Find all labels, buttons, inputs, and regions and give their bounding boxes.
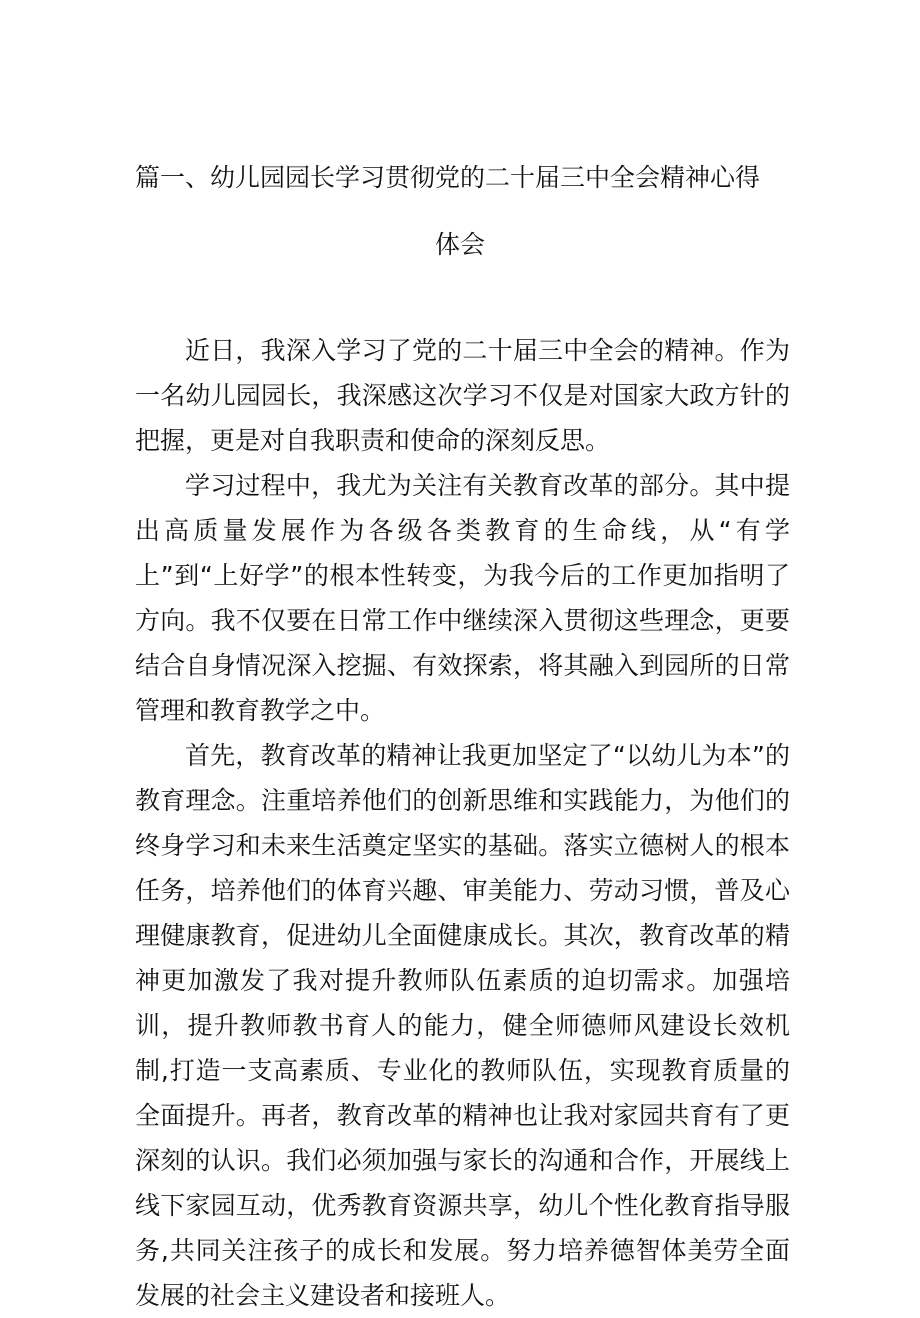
- paragraph-1: 近日，我深入学习了党的二十届三中全会的精神。作为一名幼儿园园长，我深感这次学习不仅是对国家大政方针的把握，更是对自我职责和使命的深刻反思。: [135, 336, 790, 455]
- document-body: [135, 328, 790, 1318]
- paragraph-2: 学习过程中，我尤为关注有关教育改革的部分。其中提出高质量发展作为各级各类教育的生命线，从“有学上”到“上好学”的根本性转变，为我今后的工作更加指明了方向。我不仅要在日常工作中继续深入贯彻这些理念，更要结合自身情况深入挖掘、有效探索，将其融入到园所的日常管理和教育教学之中。: [135, 471, 790, 725]
- document-title-line-1: 篇一、幼儿园园长学习贯彻党的二十届三中全会精神心得: [135, 163, 761, 192]
- paragraph-3: 首先，教育改革的精神让我更加坚定了“以幼儿为本”的教育理念。注重培养他们的创新思维和实践能力，为他们的终身学习和未来生活奠定坚实的基础。落实立德树人的根本任务，培养他们的体育兴趣、审美能力、劳动习惯，普及心理健康教育，促进幼儿全面健康成长。其次，教育改革的精神更加激发了我对提升教师队伍素质的迫切需求。加强培训，提升教师教书育人的能力，健全师德师风建设长效机制,打造一支高素质、专业化的教师队伍，实现教育质量的全面提升。再者，教育改革的精神也让我对家园共育有了更深刻的认识。我们必须加强与家长的沟通和合作，开展线上线下家园互动，优秀教育资源共享，幼儿个性化教育指导服务,共同关注孩子的成长和发展。努力培养德智体美劳全面发展的社会主义建设者和接班人。: [135, 741, 790, 1310]
- document-title-line-2: 体会: [434, 230, 485, 259]
